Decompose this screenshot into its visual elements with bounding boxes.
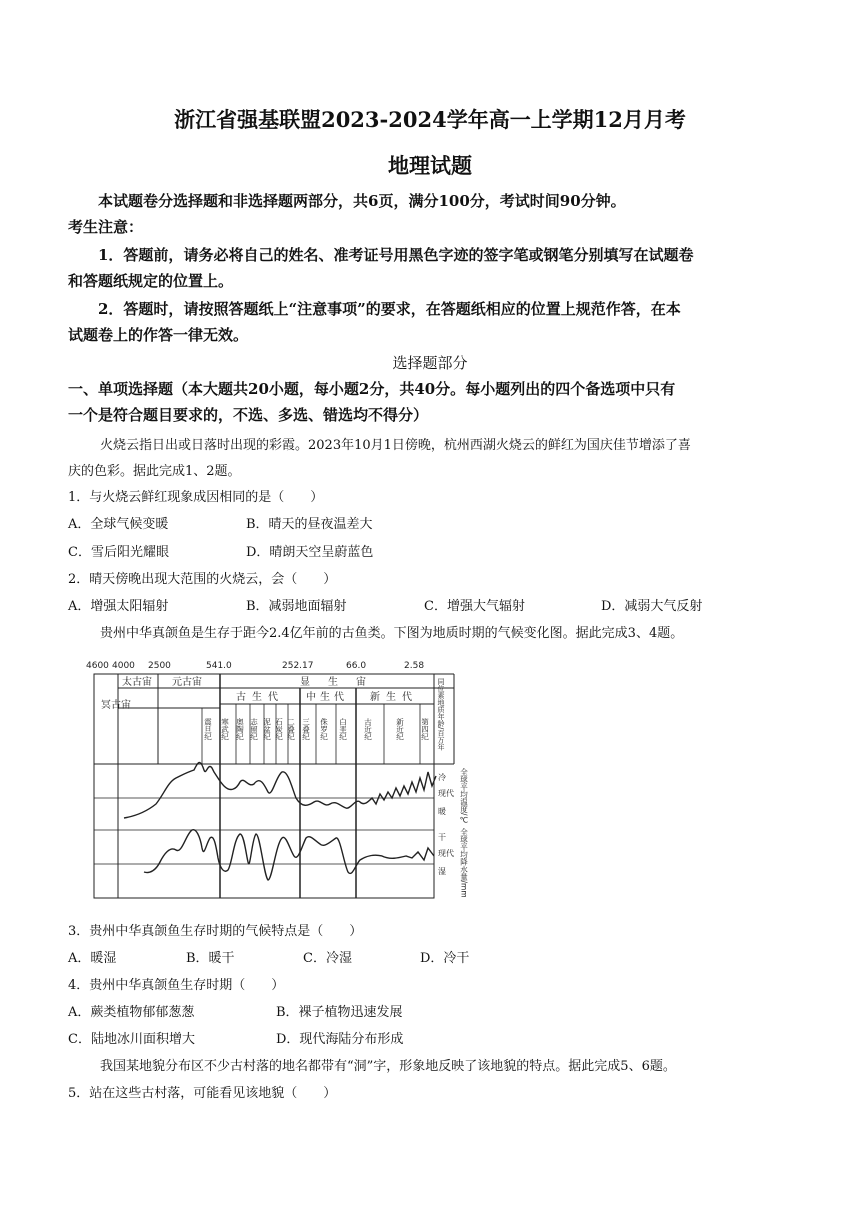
age-label: 66.0	[346, 661, 367, 671]
q1-option-d: D．晴朗天空呈蔚蓝色	[246, 545, 374, 560]
q3-option-a: A．暖湿	[68, 951, 117, 966]
exam-subtitle: 地理试题	[388, 153, 472, 178]
precip-scale-labels	[438, 833, 454, 876]
note-2-b: 试题卷上的作答一律无效。	[68, 326, 249, 344]
precip-axis-label: 全球平均降水量/mm	[459, 828, 469, 898]
passage-3: 我国某地貌分布区不少古村落的地名都带有“洞”字，形象地反映了该地貌的特点。据此完成5、6题。	[100, 1059, 676, 1074]
question-3-stem: 3．贵州中华真颌鱼生存时期的气候特点是（ ）	[68, 924, 363, 939]
era-mesozoic: 中生代	[306, 692, 348, 703]
q2-option-a: A．增强太阳辐射	[68, 599, 169, 614]
age-label: 4600	[86, 661, 109, 671]
section-heading-b: 一个是符合题目要求的，不选、多选、错选均不得分）	[68, 406, 429, 424]
era-paleozoic: 古生代	[236, 692, 284, 703]
period-triassic: 三叠纪	[301, 718, 311, 741]
eon-proterozoic: 元古宙	[172, 677, 202, 688]
period-jurassic: 侏罗纪	[319, 718, 329, 741]
age-label: 2500	[148, 661, 171, 671]
q3-option-d: D．冷干	[420, 951, 470, 966]
temp-label-warm: 暖	[438, 807, 446, 816]
q4-option-c: C．陆地冰川面积增大	[68, 1032, 195, 1047]
age-label: 4000	[112, 661, 135, 671]
temp-label-cold: 冷	[438, 773, 446, 782]
precipitation-curve	[144, 830, 434, 880]
question-2-stem: 2．晴天傍晚出现大范围的火烧云，会（ ）	[68, 572, 337, 587]
temp-scale-labels	[438, 772, 454, 816]
intro-line: 本试题卷分选择题和非选择题两部分，共6页，满分100分，考试时间90分钟。	[98, 192, 626, 210]
exam-title: 浙江省强基联盟2023-2024学年高一上学期12月月考	[174, 107, 686, 132]
temperature-curve	[124, 762, 436, 818]
eon-hadean: 冥古宙	[101, 700, 131, 711]
note-2-a: 2．答题时，请按照答题纸上“注意事项”的要求，在答题纸相应的位置上规范作答，在本	[98, 300, 681, 318]
age-unit-label: 同位素地质年龄/百万年	[437, 678, 445, 751]
q3-option-c: C．冷湿	[303, 951, 352, 966]
period-paleogene: 古近纪	[363, 718, 373, 741]
part-title: 选择题部分	[392, 354, 468, 372]
precip-label-wet: 湿	[438, 867, 446, 876]
precip-label-modern: 现代	[438, 849, 454, 858]
eon-phanerozoic: 显生宙	[300, 677, 384, 688]
age-label: 252.17	[282, 661, 314, 671]
period-ordovician: 奥陶纪	[235, 718, 245, 741]
age-label: 2.58	[404, 661, 425, 671]
note-1-a: 1．答题前，请务必将自己的姓名、准考证号用黑色字迹的签字笔或钢笔分别填写在试题卷	[98, 246, 694, 264]
period-permian: 二叠纪	[286, 718, 296, 741]
note-1-b: 和答题纸规定的位置上。	[68, 272, 234, 290]
climate-figure-svg	[84, 658, 484, 906]
passage-1-b: 庆的色彩。据此完成1、2题。	[68, 464, 241, 479]
question-1-stem: 1．与火烧云鲜红现象成因相同的是（ ）	[68, 490, 324, 505]
passage-2: 贵州中华真颌鱼是生存于距今2.4亿年前的古鱼类。下图为地质时期的气候变化图。据此完成3、4题。	[100, 626, 684, 641]
q2-option-b: B．减弱地面辐射	[246, 599, 347, 614]
q1-option-c: C．雪后阳光耀眼	[68, 545, 169, 560]
temp-label-modern: 现代	[438, 789, 454, 798]
temp-axis-label: 全球平均温度/℃	[459, 768, 469, 825]
question-4-stem: 4．贵州中华真颌鱼生存时期（ ）	[68, 978, 285, 993]
period-carboniferous: 石炭纪	[274, 718, 284, 741]
q2-option-c: C．增强大气辐射	[424, 599, 525, 614]
section-heading-a: 一、单项选择题（本大题共20小题，每小题2分，共40分。每小题列出的四个备选项中只有	[68, 380, 676, 398]
q4-option-d: D．现代海陆分布形成	[276, 1032, 404, 1047]
period-sinian: 震旦纪	[203, 718, 213, 741]
passage-1-a: 火烧云指日出或日落时出现的彩霞。2023年10月1日傍晚，杭州西湖火烧云的鲜红为国庆佳节增添了喜	[100, 438, 691, 453]
q1-option-a: A．全球气候变暖	[68, 517, 169, 532]
question-5-stem: 5．站在这些古村落，可能看见该地貌（ ）	[68, 1086, 337, 1101]
era-cenozoic: 新生代	[370, 692, 418, 703]
q1-option-b: B．晴天的昼夜温差大	[246, 517, 373, 532]
age-label: 541.0	[206, 661, 232, 671]
precip-label-dry: 干	[438, 833, 446, 842]
period-neogene: 新近纪	[395, 718, 405, 741]
period-cambrian: 寒武纪	[220, 718, 230, 741]
climate-change-figure	[84, 658, 484, 906]
q4-option-b: B．裸子植物迅速发展	[276, 1005, 403, 1020]
period-devonian: 泥盆纪	[262, 718, 272, 741]
period-cretaceous: 白垩纪	[338, 718, 348, 741]
period-quaternary: 第四纪	[420, 718, 430, 741]
q4-option-a: A．蕨类植物郁郁葱葱	[68, 1005, 195, 1020]
q3-option-b: B．暖干	[186, 951, 235, 966]
eon-archean: 太古宙	[122, 677, 152, 688]
period-silurian: 志留纪	[249, 718, 259, 741]
q2-option-d: D．减弱大气反射	[601, 599, 703, 614]
notice-label: 考生注意：	[68, 218, 144, 236]
